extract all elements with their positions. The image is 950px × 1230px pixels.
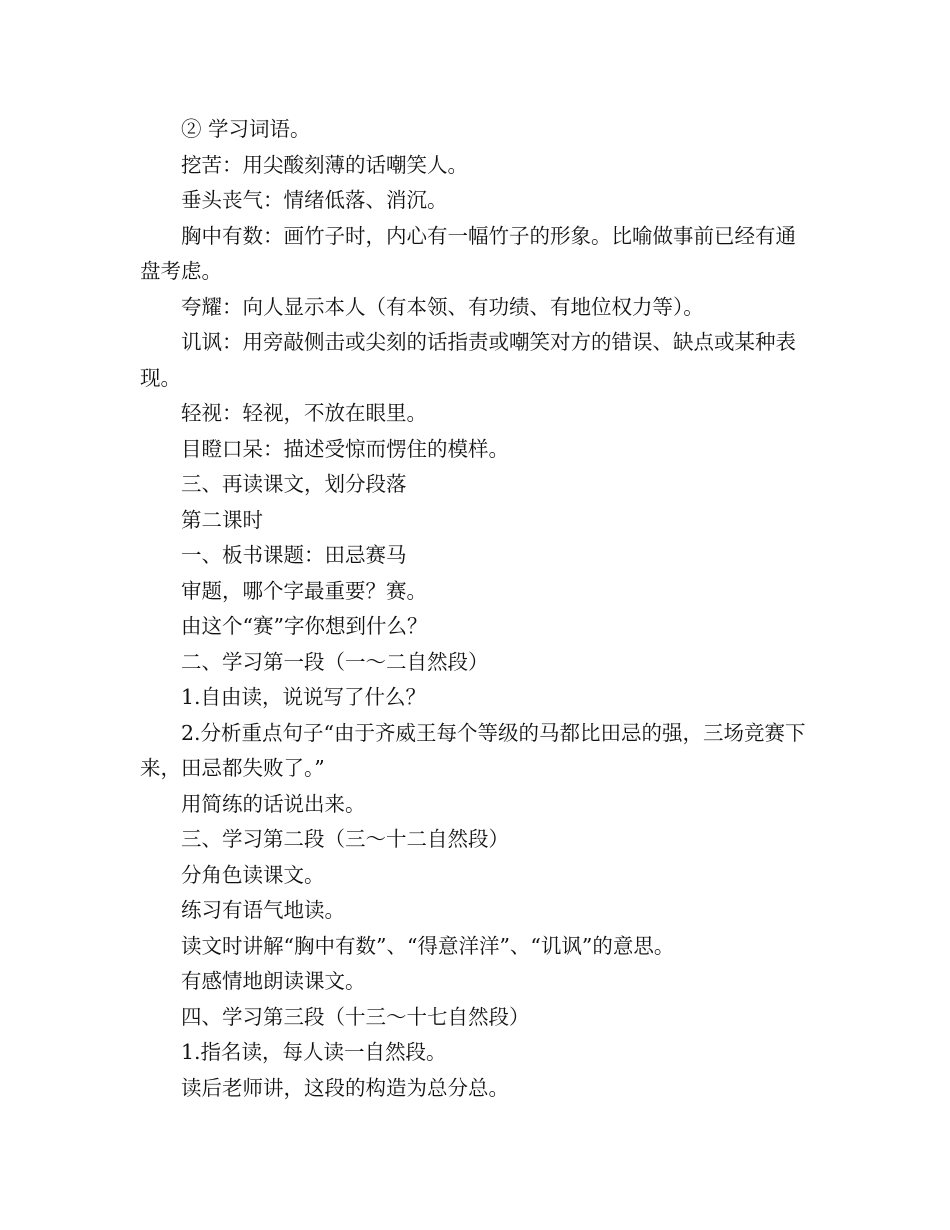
paragraph: 轻视：轻视，不放在眼里。 [181,401,427,425]
paragraph: 练习有语气地读。 [181,898,345,922]
paragraph: 有感情地朗读课文。 [181,969,366,993]
paragraph: 由这个“赛”字你想到什么？ [181,614,428,638]
paragraph: ② 学习词语。 [181,117,311,141]
section-heading: 二、学习第一段（一～二自然段） [181,649,489,674]
section-heading: 三、再读课文，划分段落 [181,472,407,496]
paragraph: 垂头丧气：情绪低落、消沉。 [181,188,448,212]
paragraph: 读后老师讲，这段的构造为总分总。 [181,1075,509,1100]
paragraph: 挖苦：用尖酸刻薄的话嘲笑人。 [181,152,468,177]
section-heading: 三、学习第二段（三～十二自然段） [181,827,509,851]
paragraph: 胸中有数：画竹子时，内心有一幅竹子的形象。比喻做事前已经有通盘考虑。 [140,223,796,283]
paragraph: 讥讽：用旁敲侧击或尖刻的话指责或嘲笑对方的错误、缺点或某种表现。 [140,330,796,390]
paragraph: 分角色读课文。 [181,862,325,887]
paragraph: 读文时讲解“胸中有数”、“得意洋洋”、“讥讽”的意思。 [181,933,675,958]
paragraph: 目瞪口呆：描述受惊而愣住的模样。 [181,436,509,461]
section-heading: 四、学习第三段（十三～十七自然段） [181,1004,530,1029]
paragraph: 用简练的话说出来。 [181,791,366,816]
list-item: 2.分析重点句子“由于齐威王每个等级的马都比田忌的强，三场竞赛下来，田忌都失败了。” [140,720,806,780]
list-item: 1.自由读，说说写了什么？ [181,685,427,709]
paragraph: 审题，哪个字最重要？赛。 [181,578,427,603]
list-item: 1.指名读，每人读一自然段。 [181,1040,447,1064]
section-heading: 一、板书课题：田忌赛马 [181,543,407,567]
paragraph: 夸耀：向人显示本人（有本领、有功绩、有地位权力等）。 [181,294,704,319]
document-body [140,112,812,1106]
lesson-heading: 第二课时 [181,507,263,532]
